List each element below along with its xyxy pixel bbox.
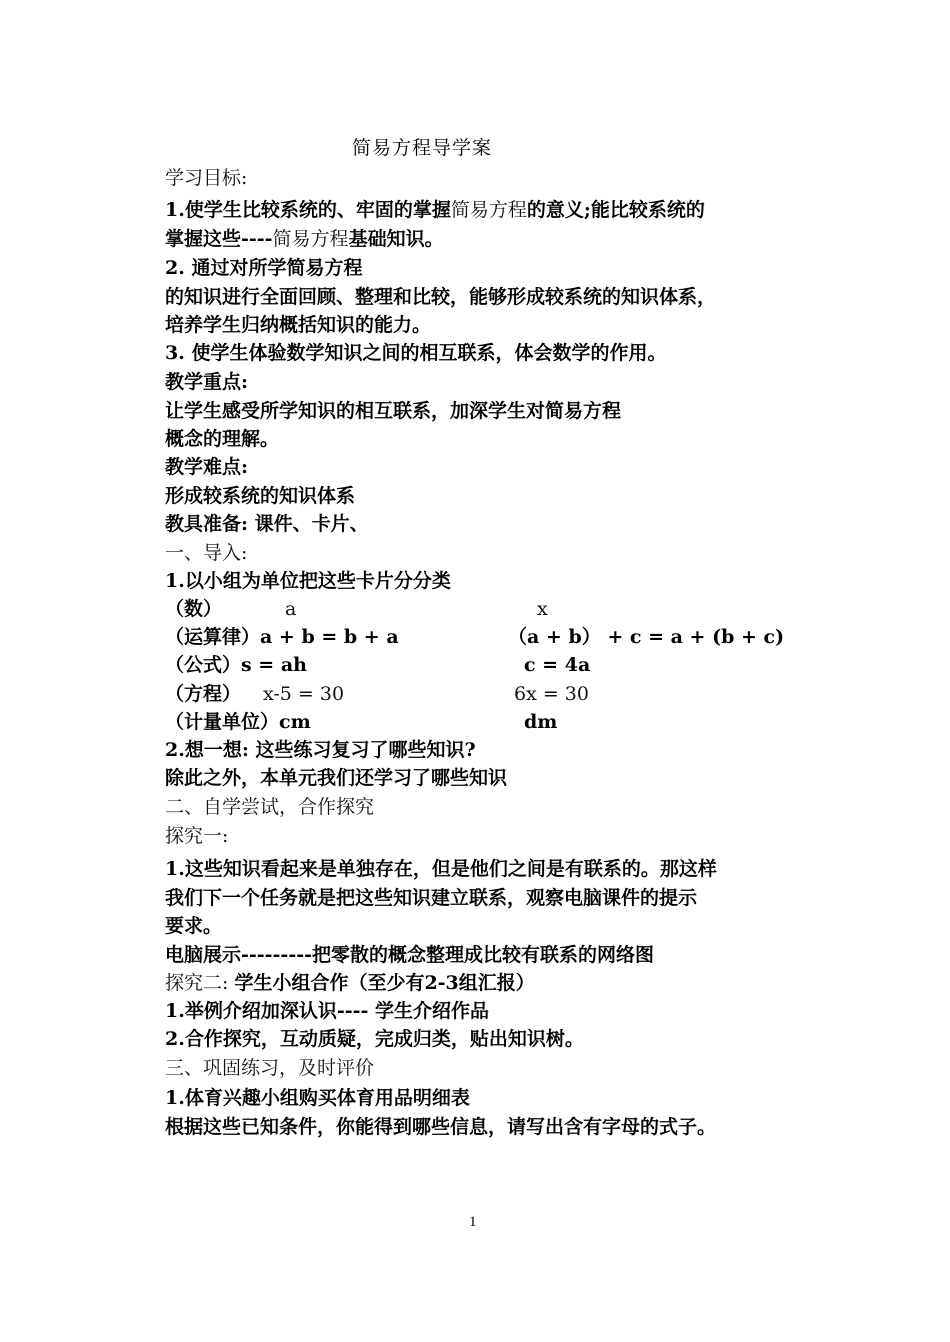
key-points-line-1: 让学生感受所学知识的相互联系，加深学生对简易方程 <box>165 400 622 422</box>
section-key-points: 教学重点: <box>165 371 249 393</box>
section-self-study: 二、自学尝试，合作探究 <box>165 796 375 818</box>
category-equations-label: （方程） <box>165 683 242 705</box>
goal-1-line-1: 1.使学生比较系统的、牢固的掌握简易方程的意义;能比较系统的 <box>165 199 705 221</box>
category-units-item-b: dm <box>524 711 558 733</box>
category-laws-label: （运算律）a + b = b + a <box>165 626 399 648</box>
practice-step-1-question: 根据这些已知条件，你能得到哪些信息，请写出含有字母的式子。 <box>165 1116 717 1138</box>
section-introduction: 一、导入: <box>165 542 248 564</box>
goal-2-line-3: 培养学生归纳概括知识的能力。 <box>165 314 432 336</box>
category-units-label: （计量单位）cm <box>165 711 311 733</box>
exploration-2-line: 探究二: 学生小组合作（至少有2-3组汇报） <box>165 972 535 994</box>
exploration-1-heading: 探究一: <box>165 825 229 847</box>
page-number: 1 <box>469 1214 477 1230</box>
exploration-2-step-2: 2.合作探究，互动质疑，完成归类，贴出知识树。 <box>165 1028 584 1050</box>
category-numbers-item-b: x <box>537 598 548 620</box>
key-points-line-2: 概念的理解。 <box>165 428 280 450</box>
teaching-aids: 教具准备: 课件、卡片、 <box>165 513 369 535</box>
category-numbers-label: （数） <box>165 598 223 620</box>
category-equations-item-b: 6x = 30 <box>514 683 589 705</box>
category-equations-item-a: x-5 = 30 <box>263 683 345 705</box>
intro-step-2: 2.想一想: 这些练习复习了哪些知识? <box>165 739 476 761</box>
exploration-1-line-1: 1.这些知识看起来是单独存在，但是他们之间是有联系的。那这样 <box>165 858 717 880</box>
exploration-1-line-3: 要求。 <box>165 915 223 937</box>
exploration-1-line-2: 我们下一个任务就是把这些知识建立联系，观察电脑课件的提示 <box>165 887 698 909</box>
goal-1-line-2: 掌握这些----简易方程基础知识。 <box>165 228 444 250</box>
practice-step-1: 1.体育兴趣小组购买体育用品明细表 <box>165 1087 470 1109</box>
document-title: 简易方程导学案 <box>352 137 493 159</box>
section-practice: 三、巩固练习，及时评价 <box>165 1057 375 1079</box>
category-laws-item-b: （a + b） + c = a + (b + c) <box>508 626 785 648</box>
category-numbers-item-a: a <box>285 598 297 620</box>
exploration-2-step-1: 1.举例介绍加深认识---- 学生介绍作品 <box>165 1000 489 1022</box>
intro-step-2-followup: 除此之外，本单元我们还学习了哪些知识 <box>165 767 508 789</box>
goal-2-line-2: 的知识进行全面回顾、整理和比较，能够形成较系统的知识体系， <box>165 286 717 308</box>
section-learning-goals: 学习目标: <box>165 167 248 189</box>
goal-3: 3. 使学生体验数学知识之间的相互联系，体会数学的作用。 <box>165 342 667 364</box>
difficulties-line: 形成较系统的知识体系 <box>165 485 356 507</box>
category-formulas-item-b: c = 4a <box>524 654 591 676</box>
goal-2-line-1: 2. 通过对所学简易方程 <box>165 257 363 279</box>
computer-display-line: 电脑展示---------把零散的概念整理成比较有联系的网络图 <box>165 944 654 966</box>
intro-step-1: 1.以小组为单位把这些卡片分分类 <box>165 570 451 592</box>
section-difficulties: 教学难点: <box>165 456 249 478</box>
category-formulas-label: （公式）s = ah <box>165 654 307 676</box>
